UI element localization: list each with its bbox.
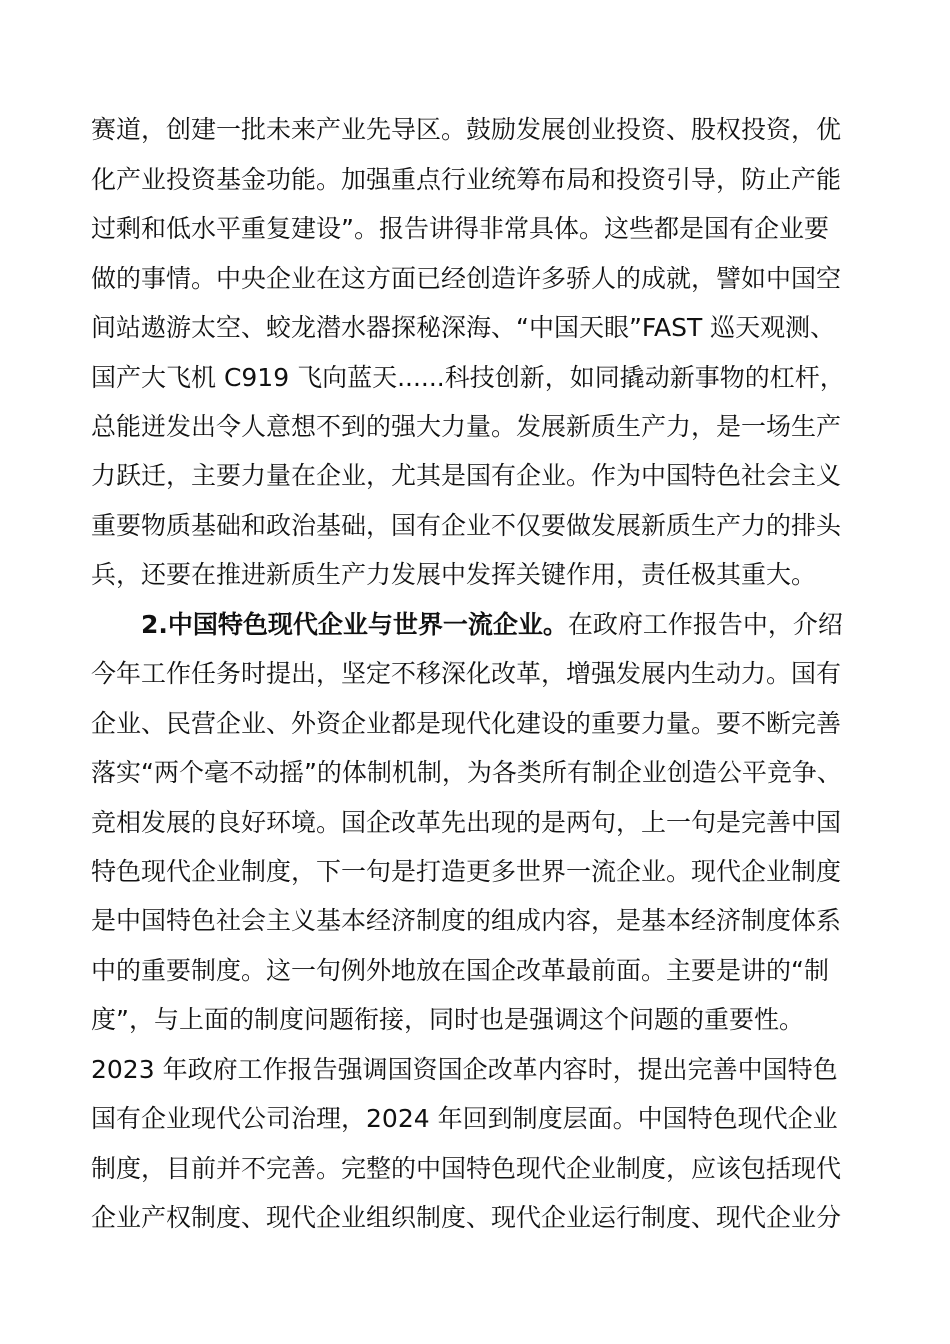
body-line: 总能迸发出令人意想不到的强大力量。发展新质生产力，是一场生产	[91, 412, 842, 441]
body-line: 2023 年政府工作报告强调国资国企改革内容时，提出完善中国特色	[91, 1055, 838, 1084]
body-line: 中的重要制度。这一句例外地放在国企改革最前面。主要是讲的“制	[91, 956, 829, 985]
body-line: 今年工作任务时提出，坚定不移深化改革，增强发展内生动力。国有	[91, 659, 842, 688]
body-line: 国有企业现代公司治理，2024 年回到制度层面。中国特色现代企业	[91, 1104, 838, 1133]
body-line: 度”，与上面的制度问题衔接，同时也是强调这个问题的重要性。	[91, 1005, 804, 1034]
body-line: 化产业投资基金功能。加强重点行业统筹布局和投资引导，防止产能	[91, 165, 842, 194]
body-line: 企业产权制度、现代企业组织制度、现代企业运行制度、现代企业分	[91, 1203, 842, 1232]
body-line: 落实“两个毫不动摇”的体制机制，为各类所有制企业创造公平竞争、	[91, 758, 842, 787]
body-line: 特色现代企业制度，下一句是打造更多世界一流企业。现代企业制度	[91, 857, 842, 886]
section-first-line-text: 在政府工作报告中，介绍	[567, 610, 843, 639]
body-line: 兵，还要在推进新质生产力发展中发挥关键作用，责任极其重大。	[91, 560, 817, 589]
body-line: 过剩和低水平重复建设”。报告讲得非常具体。这些都是国有企业要	[91, 214, 829, 243]
body-line: 国产大飞机 C919 飞向蓝天......科技创新，如同撬动新事物的杠杆，	[91, 363, 845, 392]
body-line: 做的事情。中央企业在这方面已经创造许多骄人的成就，譬如中国空	[91, 264, 842, 293]
body-line: 赛道，创建一批未来产业先导区。鼓励发展创业投资、股权投资，优	[91, 115, 842, 144]
section-first-line	[141, 610, 843, 640]
body-line: 竞相发展的良好环境。国企改革先出现的是两句，上一句是完善中国	[91, 808, 842, 837]
body-line: 间站遨游太空、蛟龙潜水器探秘深海、“中国天眼”FAST 巡天观测、	[91, 313, 836, 342]
body-line: 企业、民营企业、外资企业都是现代化建设的重要力量。要不断完善	[91, 709, 842, 738]
body-line: 力跃迁，主要力量在企业，尤其是国有企业。作为中国特色社会主义	[91, 461, 842, 490]
section-heading: 2.中国特色现代企业与世界一流企业。	[141, 610, 568, 639]
body-line: 是中国特色社会主义基本经济制度的组成内容，是基本经济制度体系	[91, 906, 842, 935]
body-line: 重要物质基础和政治基础，国有企业不仅要做发展新质生产力的排头	[91, 511, 842, 540]
body-line: 制度，目前并不完善。完整的中国特色现代企业制度，应该包括现代	[91, 1154, 842, 1183]
